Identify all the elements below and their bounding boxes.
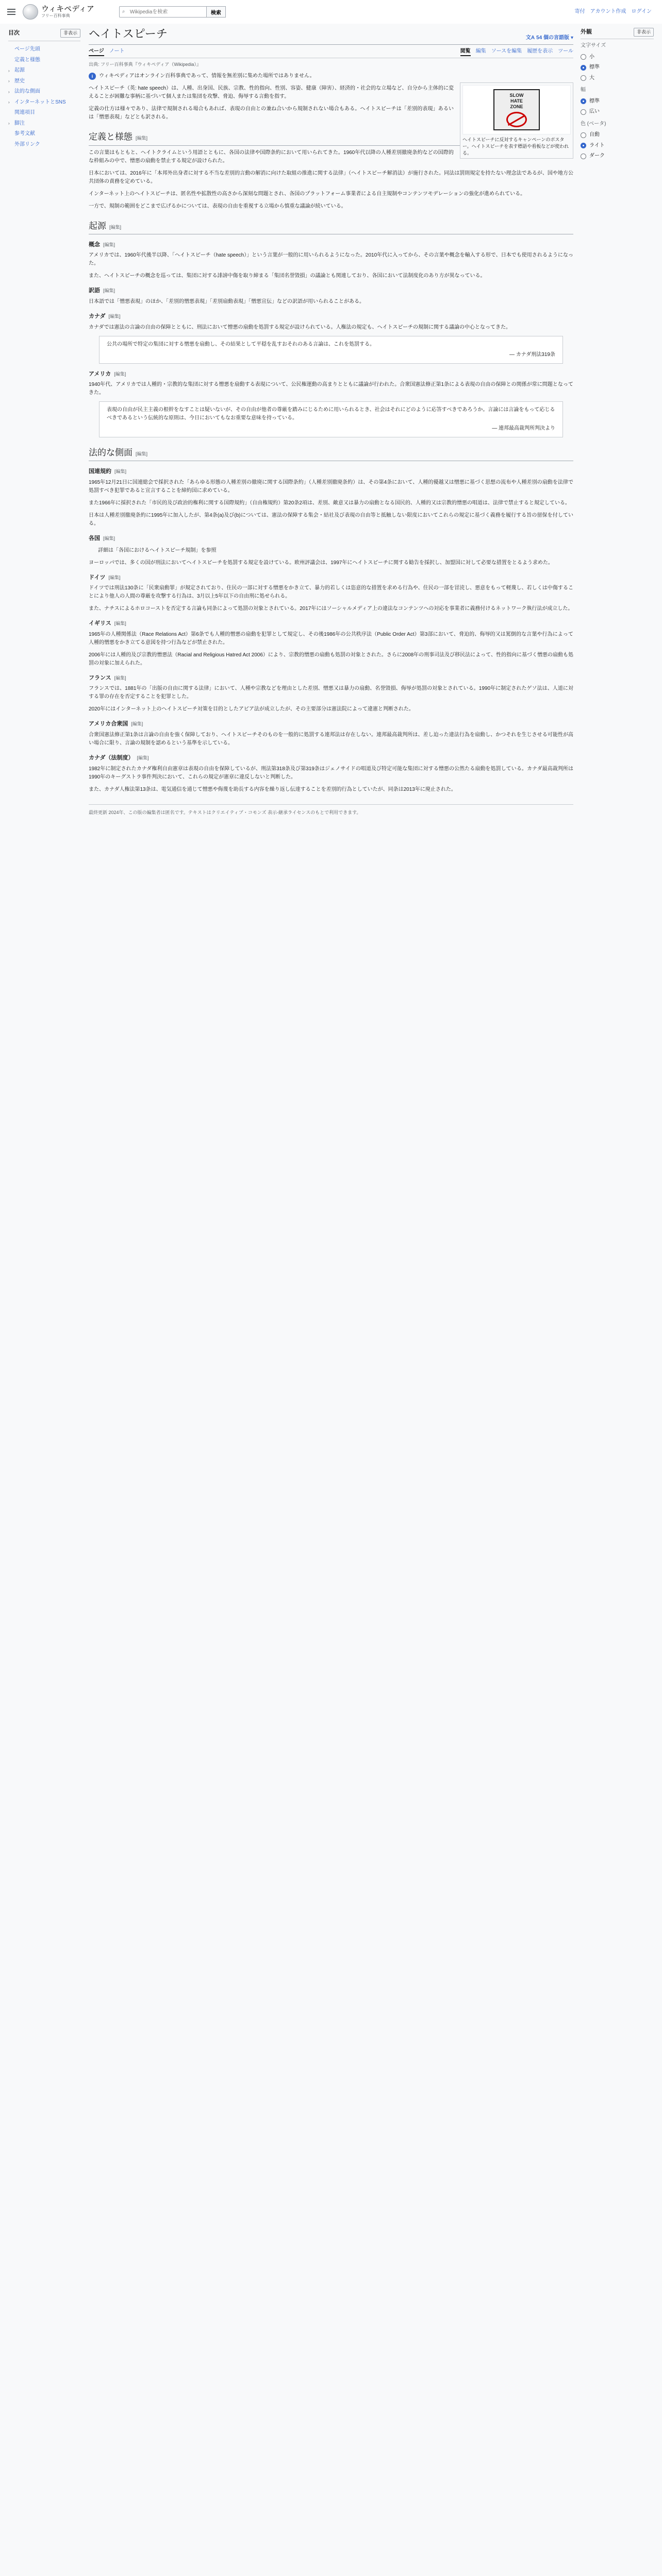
lead-paragraph: ヘイトスピーチ（英: hate speech）は、人種、出身国、民族、宗教、性的指向、性別、容姿、健康（障害）、経済的・社会的な立場など、自分から主体的に変えることが困難な事柄に基づいて個人または集団を攻撃、脅迫、侮辱する言動を指す。: [89, 86, 454, 100]
infobox-image[interactable]: [462, 85, 571, 134]
chevron-icon[interactable]: ›: [8, 89, 10, 94]
paragraph: この言葉はもともと、ヘイトクライムという用語とともに、各国の法律や国際条約において用いられてきた。1960年代以降の人種差別撤廃条約などの国際的な枠組みの中で、憎悪の扇動を禁止する規定が設けられた。: [89, 149, 454, 164]
toc-hide-button[interactable]: 非表示: [60, 29, 80, 38]
tab-read[interactable]: 閲覧: [460, 48, 471, 57]
toc-item[interactable]: [8, 55, 80, 66]
color-option[interactable]: 自動: [581, 130, 654, 141]
toc-title: 目次: [8, 29, 20, 36]
user-links: [575, 8, 652, 16]
paragraph: 2006年には人種的及び宗教的憎悪法（Racial and Religious Hatred Act 2006）により、宗教的憎悪の扇動も処罰の対象とされた。さらに2008年の刑事司法及び移民法によって、性的指向に基づく憎悪の扇動も処罰の対象に加えられた。: [89, 652, 573, 666]
edit-section-link[interactable]: [編集]: [136, 135, 148, 141]
radio-selected-icon[interactable]: [581, 65, 586, 71]
paragraph: 一方で、規制の範囲をどこまで広げるかについては、表現の自由を重視する立場から慎重な議論が続いている。: [89, 203, 346, 209]
subsection-heading: 国連規約 [編集]: [89, 468, 127, 475]
toc-item-label[interactable]: 関連項目: [14, 110, 35, 116]
view-tabs: [460, 48, 573, 57]
toc-item-label[interactable]: 起源: [14, 67, 25, 74]
edit-section-link[interactable]: [編集]: [103, 288, 115, 294]
hatnote-text: ウィキペディアはオンライン百科事典であって、情報を無差別に集めた場所ではありません。: [99, 73, 315, 79]
toc-item-label[interactable]: 外部リンク: [14, 141, 40, 147]
toc-item[interactable]: [8, 140, 80, 150]
create-account-link[interactable]: アカウント作成: [590, 9, 626, 14]
appearance-title: 外観: [581, 28, 592, 35]
toc-header: [8, 24, 80, 41]
appearance-header: [581, 24, 654, 39]
toc-item-label[interactable]: ページ先頭: [14, 46, 40, 53]
logo-subtitle: フリー百科事典: [41, 13, 70, 18]
paragraph: フランスでは、1881年の「出版の自由に関する法律」において、人種や宗教などを理由とした差別、憎悪又は暴力の扇動、名誉毀損、侮辱が処罰の対象とされている。1990年に制定されたゲソ法は、人道に対する罪の存在を否定することを犯罪とした。: [89, 686, 573, 700]
color-option[interactable]: ダーク: [581, 151, 654, 162]
tab-talk[interactable]: ノート: [109, 48, 125, 54]
toc-item-label[interactable]: 定義と様態: [14, 57, 40, 63]
text-size-group: [581, 42, 654, 83]
paragraph: 日本は人種差別撤廃条約に1995年に加入したが、第4条(a)及び(b)については、憲法の保障する集会・結社及び表現の自由等と抵触しない限度においてこれらの規定に基づく義務を履行する旨の留保を付している。: [89, 512, 573, 527]
tab-edit-source[interactable]: ソースを編集: [491, 48, 522, 54]
paragraph: 2020年にはインターネット上のヘイトスピーチ対策を目的としたアビア法が成立したが、その主要部分は憲法院によって違憲と判断された。: [89, 706, 414, 713]
chevron-down-icon: ▾: [570, 35, 573, 41]
blockquote: [99, 336, 563, 364]
text-size-label: 文字サイズ: [581, 43, 606, 49]
paragraph: ドイツでは刑法130条に「民衆扇動罪」が規定されており、住民の一部に対する憎悪をかき立て、暴力的若しくは恣意的な措置を求める行為や、住民の一部を冒涜し、悪意をもって軽蔑し、若しくは中傷することにより他人の人間の尊厳を攻撃する行為は、3月以上5年以下の自由刑に処せられる。: [89, 585, 573, 600]
language-icon: 文A: [525, 35, 535, 41]
toc-item[interactable]: [8, 87, 80, 97]
edit-section-link[interactable]: [編集]: [108, 574, 121, 580]
subsection-heading: ドイツ [編集]: [89, 574, 121, 581]
paragraph: 日本語では「憎悪表現」のほか、「差別的憎悪表現」「差別扇動表現」「憎悪宣伝」などの訳語が用いられることがある。: [89, 299, 365, 304]
section-heading: 法的な側面 [編集]: [89, 446, 573, 461]
tab-history[interactable]: 履歴を表示: [527, 48, 553, 54]
paragraph: 1965年12月21日に国連総会で採択された「あらゆる形態の人種差別の撤廃に関する国際条約」（人種差別撤廃条約）は、その第4条において、人種的優越又は憎悪に基づく思想の流布や人種差別の扇動を法律で処罰すべき犯罪であると宣言することを締約国に求めている。: [89, 479, 573, 494]
edit-section-link[interactable]: [編集]: [114, 675, 126, 681]
width-option[interactable]: 広い: [581, 107, 654, 117]
toc-list: [8, 44, 80, 150]
edit-section-link[interactable]: [編集]: [137, 755, 149, 760]
wikipedia-globe-icon: [23, 4, 38, 20]
text-size-option[interactable]: 大: [581, 73, 654, 84]
width-label: 幅: [581, 87, 586, 93]
edit-section-link[interactable]: [編集]: [131, 721, 143, 727]
search-form: [119, 6, 226, 18]
radio-selected-icon[interactable]: [581, 143, 586, 148]
chevron-icon[interactable]: ›: [8, 121, 10, 126]
edit-section-link[interactable]: [編集]: [136, 451, 148, 457]
appearance-hide-button[interactable]: 非表示: [634, 28, 654, 37]
search-input[interactable]: [119, 6, 207, 18]
language-button[interactable]: [526, 35, 573, 42]
toc-item[interactable]: [8, 44, 80, 55]
info-icon: i: [89, 73, 96, 80]
toc-item-label[interactable]: 参考文献: [14, 131, 35, 137]
toc-item[interactable]: [8, 108, 80, 118]
radio-selected-icon[interactable]: [581, 98, 586, 104]
chevron-icon[interactable]: ›: [8, 100, 10, 105]
paragraph: アメリカでは、1960年代後半以降、「ヘイトスピーチ（hate speech）」という言葉が一般的に用いられるようになった。2010年代に入ってから、その言葉や概念を輸入する形で、日本でも使用されるようになった。: [89, 252, 573, 267]
namespace-tabs: [89, 48, 125, 57]
quote-attribution: ― 連邦最高裁判所判決より: [492, 426, 555, 432]
paragraph: 1982年に制定されたカナダ権利自由憲章は表現の自由を保障しているが、刑法第318条及び第319条はジェノサイドの唱道及び特定可能な集団に対する憎悪の公然たる扇動を処罰している。カナダ最高裁判所は1990年のキーグストラ事件判決において、これらの規定が憲章に違反しないと判断した。: [89, 766, 573, 780]
paragraph: ヨーロッパでは、多くの国が刑法においてヘイトスピーチを処罰する規定を設けている。欧州評議会は、1997年にヘイトスピーチに関する勧告を採択し、加盟国に対して必要な措置をとるよう求めた。: [89, 560, 553, 566]
subsection-heading: カナダ [編集]: [89, 313, 121, 319]
radio-icon[interactable]: [581, 154, 586, 159]
paragraph: インターネット上のヘイトスピーチは、匿名性や拡散性の高さから深刻な問題とされ、各国のプラットフォーム事業者による自主規制やコンテンツモデレーションの強化が進められている。: [89, 191, 526, 197]
page-title: ヘイトスピーチ: [89, 27, 168, 40]
infobox: [460, 82, 573, 159]
main-content: [89, 26, 573, 816]
title-row: [89, 26, 573, 45]
toc-item[interactable]: [8, 97, 80, 108]
login-link[interactable]: ログイン: [631, 9, 652, 14]
color-label: 色 (ベータ): [581, 121, 606, 127]
search-icon: ⌕: [122, 8, 125, 14]
subsection-heading: アメリカ合衆国 [編集]: [89, 721, 143, 727]
toc-item-label[interactable]: 法的な側面: [14, 89, 40, 95]
subsection-heading: イギリス [編集]: [89, 620, 126, 627]
subsection-heading: 各国 [編集]: [89, 535, 115, 541]
page-source-note: 出典: フリー百科事典『ウィキペディア（Wikipedia）』: [89, 62, 201, 67]
appearance-panel: [581, 24, 654, 162]
edit-section-link[interactable]: [編集]: [103, 535, 115, 541]
page-tabs: [89, 48, 573, 59]
paragraph: また、ヘイトスピーチの概念を巡っては、集団に対する誹謗中傷を取り締まる「集団名誉毀損」の議論とも関連しており、各国において法制度化のあり方が異なっている。: [89, 273, 486, 279]
tab-article[interactable]: ページ: [89, 48, 104, 57]
prohibition-icon: [506, 112, 527, 127]
chevron-icon[interactable]: ›: [8, 68, 10, 73]
lead-paragraph: 定義の仕方は様々であり、法律で規制される場合もあれば、表現の自由との兼ね合いから規制されない場合もある。ヘイトスピーチは「差別的表現」あるいは「憎悪表現」などとも訳される。: [89, 106, 454, 121]
width-option[interactable]: 標準: [581, 96, 654, 107]
subsection-heading: アメリカ [編集]: [89, 370, 126, 377]
paragraph: 1940年代、アメリカでは人種的・宗教的な集団に対する憎悪を扇動する表現について、公民権運動の高まりとともに議論が行われた。合衆国憲法修正第1条による表現の自由の保障との関係が常に問題となってきた。: [89, 382, 573, 396]
quote-text: 表現の自由が民主主義の根幹をなすことは疑いないが、その自由が他者の尊厳を踏みにじるために用いられるとき、社会はそれにどのように応答すべきであろうか。言論には言論をもって応じるべきであるという伝統的な原則は、今日においてもなお重要な意味を持っている。: [107, 407, 555, 421]
search-button[interactable]: 検索: [207, 6, 226, 18]
radio-icon[interactable]: [581, 75, 586, 81]
site-logo[interactable]: [23, 4, 94, 20]
paragraph: カナダでは憲法の言論の自由の保障とともに、刑法において憎悪の扇動を処罰する規定が設けられている。人権法の規定も、ヘイトスピーチの規制に関する議論の中心となってきた。: [89, 324, 511, 330]
page-footer: 最終更新 2024年、この版の編集者は匿名です。テキストはクリエイティブ・コモンズ 表示-継承ライセンスのもとで利用できます。: [89, 804, 573, 816]
edit-section-link[interactable]: [編集]: [109, 224, 122, 230]
toc-item[interactable]: [8, 129, 80, 140]
main-article-note: 詳細は「各国におけるヘイトスピーチ規制」を参照: [98, 547, 217, 553]
paragraph: 日本においては、2016年に「本邦外出身者に対する不当な差別的言動の解消に向けた取組の推進に関する法律」（ヘイトスピーチ解消法）が施行された。同法は罰則規定を持たない理念法であるが、国や地方公共団体の責務を定めている。: [89, 170, 573, 184]
sign-text: SLOW HATE ZONE: [509, 93, 524, 109]
paragraph: 合衆国憲法修正第1条は言論の自由を強く保障しており、ヘイトスピーチそのものを一般的に処罰する連邦法は存在しない。連邦最高裁判所は、差し迫った違法行為を扇動し、かつそれを生じさせる可能性が高い場合に限り、言論の規制を認めるという基準を示している。: [89, 732, 573, 746]
text-size-option[interactable]: 小: [581, 52, 654, 63]
quote-text: 公共の場所で特定の集団に対する憎悪を扇動し、その結果として平穏を乱すおそれのある言論は、これを処罰する。: [107, 341, 375, 347]
radio-icon[interactable]: [581, 54, 586, 60]
toc-item[interactable]: [8, 118, 80, 129]
color-group: [581, 121, 654, 162]
poster-sign: [493, 89, 540, 130]
edit-section-link[interactable]: [編集]: [114, 469, 127, 474]
infobox-caption: ヘイトスピーチに反対するキャンペーンのポスター。ヘイトスピーチを表す標語や看板などが使われる。: [462, 137, 569, 156]
tab-tools[interactable]: ツール: [558, 48, 573, 54]
paragraph: また、ナチスによるホロコーストを否定する言論も同条によって処罰の対象とされている。2017年にはソーシャルメディア上の違法なコンテンツへの対応を事業者に義務付けるネットワーク執行法が成立した。: [89, 606, 573, 612]
subsection-heading: フランス [編集]: [89, 674, 126, 681]
paragraph: 1965年の人種関係法（Race Relations Act）第6条でも人種的憎悪の扇動を犯罪として規定し、その後1986年の公共秩序法（Public Order Act）第3部において、脅迫的、侮辱的又は罵倒的な言葉や行為によって人種的憎悪をかき立てる意図を持つ行為などが禁止された。: [89, 631, 573, 646]
tab-edit[interactable]: 編集: [475, 48, 486, 54]
main-menu-icon[interactable]: [7, 9, 15, 15]
paragraph: また1966年に採択された「市民的及び政治的権利に関する国際規約」（自由権規約）第20条2項は、差別、敵意又は暴力の扇動となる国民的、人種的又は宗教的憎悪の唱道は、法律で禁止すると規定している。: [89, 500, 570, 506]
radio-icon[interactable]: [581, 109, 586, 115]
toc-item-label[interactable]: インターネットとSNS: [14, 99, 66, 105]
toc-sidebar: [8, 24, 80, 150]
site-header: [0, 0, 662, 24]
donate-link[interactable]: 寄付: [574, 9, 585, 14]
toc-item[interactable]: [8, 76, 80, 87]
toc-item[interactable]: [8, 65, 80, 76]
paragraph: また、カナダ人権法第13条は、電気通信を通じて憎悪や侮蔑を助長する内容を繰り返し伝達することを差別的行為としていたが、同条は2013年に廃止された。: [89, 786, 456, 792]
edit-section-link[interactable]: [編集]: [103, 242, 115, 247]
article-body: [89, 71, 573, 816]
logo-title: ウィキペディア: [41, 5, 94, 14]
section-heading: 定義と様態 [編集]: [89, 130, 573, 145]
section-heading: 起源 [編集]: [89, 219, 573, 234]
radio-icon[interactable]: [581, 132, 586, 138]
edit-section-link[interactable]: [編集]: [114, 621, 126, 626]
edit-section-link[interactable]: [編集]: [114, 371, 126, 377]
chevron-icon[interactable]: ›: [8, 79, 10, 83]
color-option[interactable]: ライト: [581, 141, 654, 151]
subsection-heading: 概念 [編集]: [89, 241, 115, 248]
quote-attribution: ― カナダ刑法319条: [509, 351, 555, 358]
hatnote: [89, 71, 573, 82]
edit-section-link[interactable]: [編集]: [108, 314, 121, 319]
subsection-heading: カナダ（法制度） [編集]: [89, 754, 149, 761]
width-group: [581, 87, 654, 117]
toc-item-label[interactable]: 脚注: [14, 120, 25, 126]
toc-item-label[interactable]: 歴史: [14, 78, 25, 84]
language-count: 54 個の言語版: [536, 35, 569, 41]
blockquote: [99, 401, 563, 437]
text-size-option[interactable]: 標準: [581, 62, 654, 73]
subsection-heading: 訳語 [編集]: [89, 287, 115, 294]
